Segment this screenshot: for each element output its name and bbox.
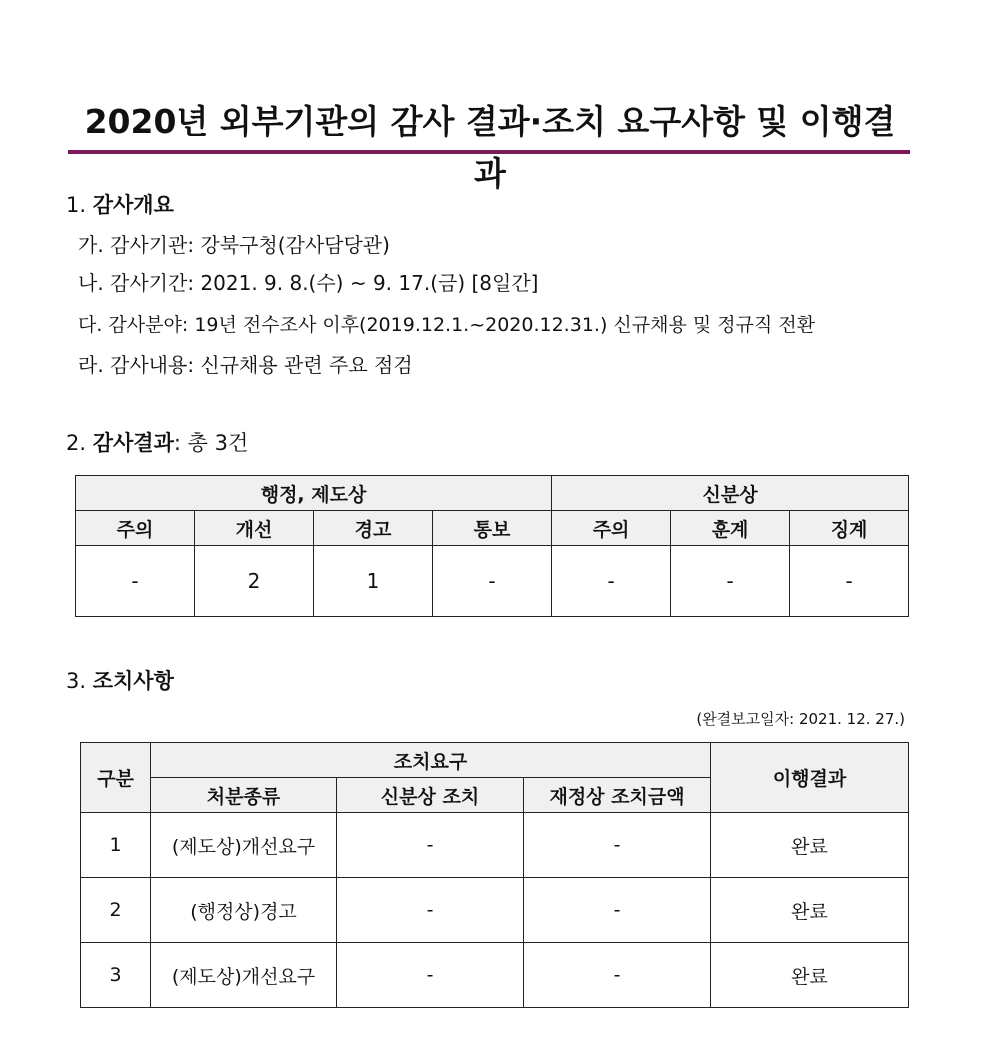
header-disposition-type: 처분종류: [151, 778, 337, 813]
item-label: 라. 감사내용:: [78, 353, 195, 377]
column-header: 개선: [195, 511, 314, 546]
item-value: 2021. 9. 8.(수) ~ 9. 17.(금) [8일간]: [200, 271, 539, 295]
actions-table: [80, 742, 909, 1008]
result: 완료: [711, 878, 909, 943]
section-3-heading: [66, 666, 174, 696]
result: 완료: [711, 813, 909, 878]
item-label: 가. 감사기관:: [78, 233, 195, 257]
column-header: 경고: [314, 511, 433, 546]
section-number: 1.: [66, 193, 87, 217]
section-2-heading: [66, 428, 248, 458]
header-financial-amount: 재정상 조치금액: [524, 778, 711, 813]
section-number: 2.: [66, 431, 87, 455]
column-header: 훈계: [671, 511, 790, 546]
personnel-action: -: [337, 878, 524, 943]
item-label: 다. 감사분야:: [78, 314, 189, 336]
row-number: 3: [81, 943, 151, 1008]
title-underline: [68, 150, 910, 154]
overview-item-field: [78, 310, 815, 340]
section-title: 감사결과: [92, 431, 174, 455]
overview-item-content: [78, 350, 413, 380]
item-label: 나. 감사기간:: [78, 271, 195, 295]
header-request: 조치요구: [151, 743, 711, 778]
column-header: 주의: [552, 511, 671, 546]
table-cell: 1: [314, 546, 433, 617]
group-header-admin: 행정, 제도상: [76, 476, 552, 511]
table-row: [81, 813, 909, 878]
disposition-type: (제도상)개선요구: [151, 813, 337, 878]
disposition-type: (행정상)경고: [151, 878, 337, 943]
financial-amount: -: [524, 878, 711, 943]
disposition-type: (제도상)개선요구: [151, 943, 337, 1008]
table-cell: -: [790, 546, 909, 617]
table-cell: -: [76, 546, 195, 617]
table-row: [81, 878, 909, 943]
column-header: 징계: [790, 511, 909, 546]
page-title: 2020년 외부기관의 감사 결과·조치 요구사항 및 이행결과: [84, 102, 896, 193]
overview-item-period: [78, 268, 538, 298]
table-cell: -: [433, 546, 552, 617]
personnel-action: -: [337, 813, 524, 878]
item-value: 19년 전수조사 이후(2019.12.1.~2020.12.31.) 신규채용 및 정규직 전환: [194, 314, 816, 336]
header-category: 구분: [81, 743, 151, 813]
result: 완료: [711, 943, 909, 1008]
item-value: 강북구청(감사담당관): [200, 233, 390, 257]
table-row: [81, 943, 909, 1008]
row-number: 2: [81, 878, 151, 943]
overview-item-agency: [78, 230, 390, 260]
table-cell: 2: [195, 546, 314, 617]
column-header: 통보: [433, 511, 552, 546]
section-number: 3.: [66, 669, 87, 693]
personnel-action: -: [337, 943, 524, 1008]
financial-amount: -: [524, 813, 711, 878]
item-value: 신규채용 관련 주요 점검: [200, 353, 413, 377]
section-title: 조치사항: [92, 669, 174, 693]
row-number: 1: [81, 813, 151, 878]
table-cell: -: [552, 546, 671, 617]
financial-amount: -: [524, 943, 711, 1008]
section-summary: : 총 3건: [173, 431, 249, 455]
section-1-heading: [66, 190, 174, 220]
table-row: [76, 546, 909, 617]
column-header: 주의: [76, 511, 195, 546]
group-header-personnel: 신분상: [552, 476, 909, 511]
header-personnel-action: 신분상 조치: [337, 778, 524, 813]
report-date: (완결보고일자: 2021. 12. 27.): [696, 710, 905, 728]
table-cell: -: [671, 546, 790, 617]
header-result: 이행결과: [711, 743, 909, 813]
section-title: 감사개요: [92, 193, 174, 217]
audit-results-table: [75, 475, 909, 617]
